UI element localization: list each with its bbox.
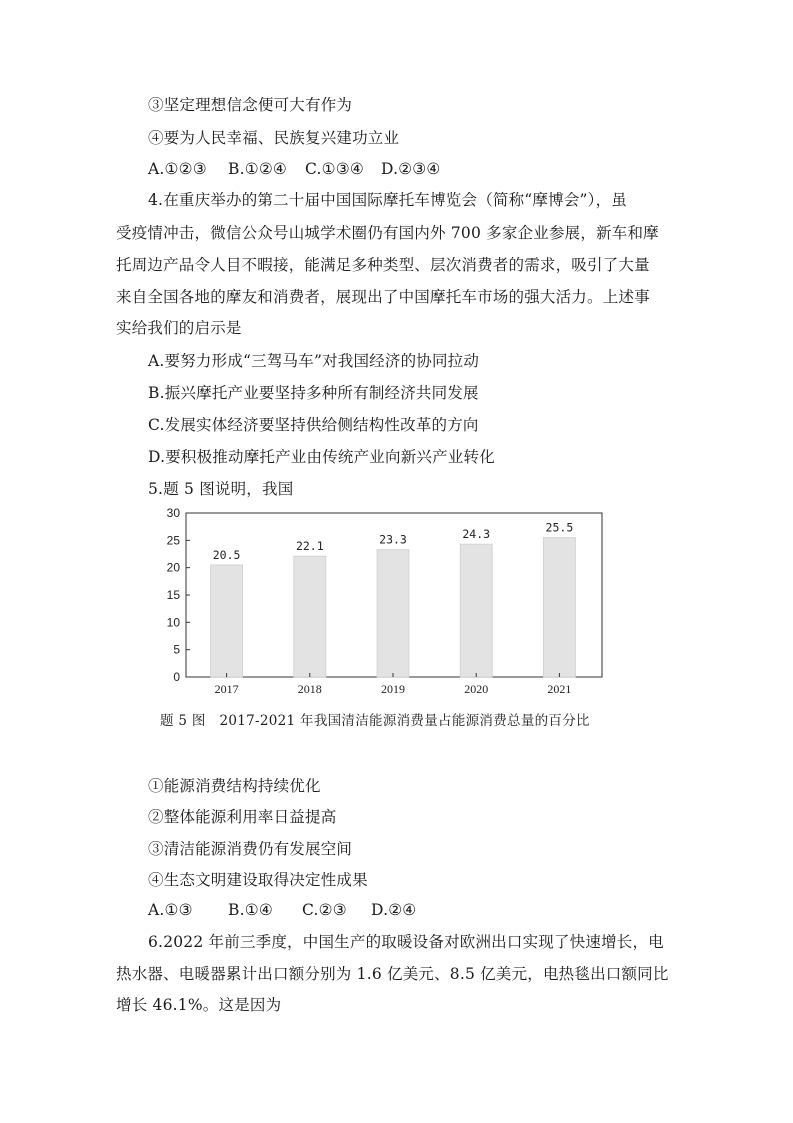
q5-stem: 5.题 5 图说明，我国 xyxy=(148,480,294,498)
x-tick-label: 2017 xyxy=(214,682,239,696)
q4-option-a: A.要努力形成“三驾马车”对我国经济的协同拉动 xyxy=(148,352,480,370)
q4-stem-line-3: 托周边产品令人目不暇接，能满足多种类型、层次消费者的需求，吸引了大量 xyxy=(116,256,650,274)
bar-value-label: 20.5 xyxy=(212,547,241,562)
q3-option-d: D.②③④ xyxy=(381,160,441,178)
q4-stem-line-1: 4.在重庆举办的第二十届中国国际摩托车博览会（简称“摩博会”），虽 xyxy=(148,191,627,209)
q5-item-2: ②整体能源利用率日益提高 xyxy=(148,808,337,826)
y-tick-label: 5 xyxy=(173,642,180,657)
q4-stem-line-4: 来自全国各地的摩友和消费者，展现出了中国摩托车市场的强大活力。上述事 xyxy=(116,288,650,306)
y-tick-label: 10 xyxy=(166,615,180,630)
q5-item-1: ①能源消费结构持续优化 xyxy=(148,777,321,795)
q5-option-b: B.①④ xyxy=(228,901,273,919)
q5-item-3: ③清洁能源消费仍有发展空间 xyxy=(148,840,353,858)
bar-value-label: 22.1 xyxy=(295,539,324,554)
q3-option-c: C.①③④ xyxy=(305,160,364,178)
q6-stem-line-1: 6.2022 年前三季度，中国生产的取暖设备对欧洲出口实现了快速增长，电 xyxy=(148,933,664,951)
q4-option-d: D.要积极推动摩托产业由传统产业向新兴产业转化 xyxy=(148,448,495,466)
q3-option-b: B.①②④ xyxy=(228,160,288,178)
q3-options xyxy=(148,159,441,179)
figure-caption: 题 5 图 2017-2021 年我国清洁能源消费量占能源消费总量的百分比 xyxy=(160,713,590,729)
y-tick-label: 25 xyxy=(166,533,180,548)
y-tick-label: 30 xyxy=(166,506,180,520)
x-tick-label: 2020 xyxy=(464,682,489,696)
y-tick-label: 0 xyxy=(173,670,180,684)
q5-option-c: C.②③ xyxy=(302,901,347,919)
q4-stem-line-2: 受疫情冲击，微信公众号山城学术圈仍有国内外 700 多家企业参展，新车和摩 xyxy=(116,224,659,242)
bar xyxy=(377,550,409,677)
q6-stem-line-3: 增长 46.1%。这是因为 xyxy=(116,996,282,1014)
bar xyxy=(294,556,326,677)
q5-option-d: D.②④ xyxy=(371,901,417,919)
q6-stem-line-2: 热水器、电暖器累计出口额分别为 1.6 亿美元、8.5 亿美元，电热毯出口额同比 xyxy=(116,965,669,983)
bar-value-label: 25.5 xyxy=(545,520,574,535)
bar xyxy=(211,565,243,677)
q3-item-3: ③坚定理想信念便可大有作为 xyxy=(148,96,353,114)
q5-options xyxy=(148,900,416,920)
q3-item-4: ④要为人民幸福、民族复兴建功立业 xyxy=(148,129,400,147)
x-tick-label: 2019 xyxy=(381,682,405,696)
bar xyxy=(543,538,575,677)
q5-item-4: ④生态文明建设取得决定性成果 xyxy=(148,871,368,889)
q4-option-b: B.振兴摩托产业要坚持多种所有制经济共同发展 xyxy=(148,384,479,402)
bar-value-label: 23.3 xyxy=(379,532,407,547)
q4-stem-line-5: 实给我们的启示是 xyxy=(116,319,242,337)
bar-chart xyxy=(150,505,615,700)
q4-option-c: C.发展实体经济要坚持供给侧结构性改革的方向 xyxy=(148,416,479,434)
y-tick-label: 15 xyxy=(166,588,180,602)
bar xyxy=(460,544,492,677)
y-tick-label: 20 xyxy=(166,560,180,575)
bar-value-label: 24.3 xyxy=(462,527,491,542)
x-tick-label: 2018 xyxy=(297,682,322,696)
x-tick-label: 2021 xyxy=(547,682,572,696)
q3-option-a: A.①②③ xyxy=(148,160,207,178)
q5-option-a: A.①③ xyxy=(148,901,193,919)
